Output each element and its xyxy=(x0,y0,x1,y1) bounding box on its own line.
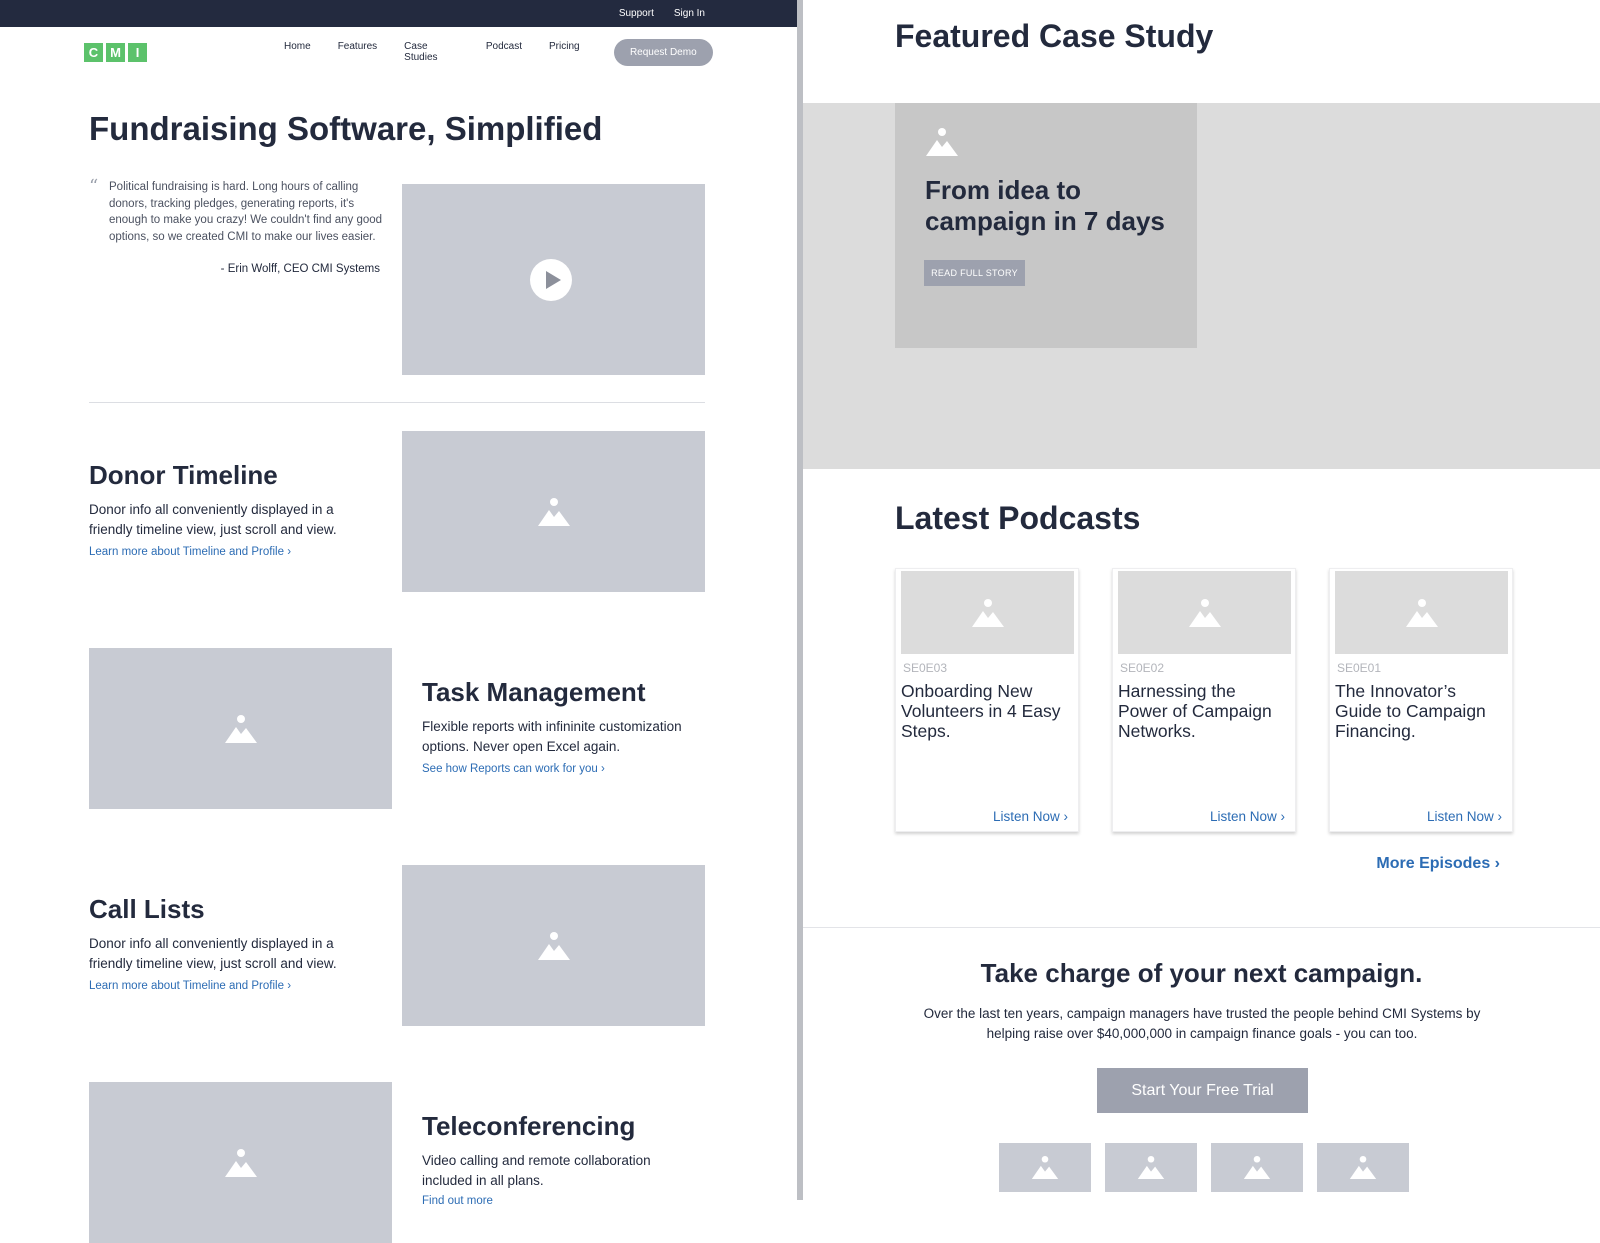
listen-now-label: Listen Now xyxy=(992,809,1060,824)
podcast-episode: SE0E01 xyxy=(1337,661,1382,675)
podcast-episode: SE0E03 xyxy=(903,661,948,675)
image-placeholder-icon xyxy=(537,931,571,961)
feature-image-donor-timeline xyxy=(402,431,705,592)
feature-title-task-management: Task Management xyxy=(422,677,646,707)
feature-desc-teleconferencing: Video calling and remote collaboration included in all plans. xyxy=(422,1153,651,1188)
feature-image-call-lists xyxy=(402,865,705,1026)
quote-icon: “ xyxy=(89,176,99,197)
podcast-title: The Innovator’s Guide to Campaign Financing. xyxy=(1335,681,1486,741)
client-logos xyxy=(999,1143,1409,1192)
start-free-trial-button[interactable]: Start Your Free Trial xyxy=(1097,1068,1308,1113)
listen-now-link[interactable] xyxy=(1427,809,1502,824)
request-demo-button[interactable]: Request Demo xyxy=(614,39,713,66)
sign-in-link[interactable]: Sign In xyxy=(673,8,705,19)
listen-now-link[interactable] xyxy=(993,809,1068,824)
image-placeholder-icon xyxy=(971,598,1005,628)
image-placeholder-icon xyxy=(224,1148,258,1178)
top-utility-bar xyxy=(0,0,797,27)
feature-desc-task-management: Flexible reports with infininite customization options. Never open Excel again. xyxy=(422,719,682,754)
image-placeholder-icon xyxy=(537,497,571,527)
podcast-card[interactable] xyxy=(895,568,1079,832)
more-episodes-link[interactable] xyxy=(1376,855,1500,873)
case-study-heading: From idea to campaign in 7 days xyxy=(925,175,1165,236)
image-placeholder-icon xyxy=(1188,598,1222,628)
feature-title-teleconferencing: Teleconferencing xyxy=(422,1111,636,1141)
logo-letter-i: I xyxy=(128,43,147,62)
main-nav xyxy=(0,27,797,77)
podcast-thumbnail xyxy=(1118,571,1291,654)
chevron-right-icon: › xyxy=(287,546,292,558)
client-logo xyxy=(1317,1143,1409,1192)
logo-letter-c: C xyxy=(84,43,103,62)
client-logo xyxy=(1211,1143,1303,1192)
image-placeholder-icon xyxy=(1031,1155,1059,1180)
support-link[interactable]: Support xyxy=(618,8,654,19)
chevron-right-icon: › xyxy=(287,980,292,992)
podcast-episode: SE0E02 xyxy=(1120,661,1165,675)
feature-link-label: Learn more about Timeline and Profile xyxy=(89,546,284,558)
feature-desc-call-lists: Donor info all conveniently displayed in a friendly timeline view, just scroll and view. xyxy=(89,936,337,971)
more-episodes-label: More Episodes xyxy=(1376,855,1491,872)
case-study-band xyxy=(803,103,1600,469)
feature-image-teleconferencing xyxy=(89,1082,392,1243)
podcast-thumbnail xyxy=(1335,571,1508,654)
chevron-right-icon: › xyxy=(1063,809,1068,824)
chevron-right-icon: › xyxy=(1497,809,1502,824)
chevron-right-icon: › xyxy=(1280,809,1285,824)
nav-links xyxy=(284,41,580,63)
podcast-card[interactable] xyxy=(1112,568,1296,832)
client-logo xyxy=(1105,1143,1197,1192)
section-divider xyxy=(803,927,1600,928)
play-icon[interactable] xyxy=(530,259,572,301)
feature-link-call-lists[interactable] xyxy=(89,980,291,992)
homepage-panel xyxy=(0,0,797,1207)
case-study-section-title: Featured Case Study xyxy=(895,18,1214,54)
listen-now-label: Listen Now xyxy=(1209,809,1277,824)
client-logo xyxy=(999,1143,1091,1192)
nav-features[interactable]: Features xyxy=(337,41,378,52)
cta-description: Over the last ten years, campaign managers have trusted the people behind CMI Systems by helping raise over $40,000,000 in campaign finance goals - you can too. xyxy=(923,1006,1481,1041)
nav-podcast[interactable]: Podcast xyxy=(485,41,523,52)
chevron-right-icon: › xyxy=(1494,855,1500,872)
nav-home[interactable]: Home xyxy=(284,41,311,52)
feature-title-call-lists: Call Lists xyxy=(89,894,205,924)
listen-now-link[interactable] xyxy=(1210,809,1285,824)
feature-link-label: Learn more about Timeline and Profile xyxy=(89,980,284,992)
image-placeholder-icon xyxy=(1243,1155,1271,1180)
podcasts-section-title: Latest Podcasts xyxy=(895,500,1141,536)
feature-image-task-management xyxy=(89,648,392,809)
podcast-list xyxy=(895,568,1513,832)
podcast-title: Harnessing the Power of Campaign Networks. xyxy=(1118,681,1272,741)
testimonial-quote: Political fundraising is hard. Long hours of calling donors, tracking pledges, generating reports, it's enough to make you crazy! We couldn't find any good options, so we created CMI to make our lives easier. xyxy=(109,181,383,243)
logo-letter-m: M xyxy=(106,43,125,62)
testimonial-author: - Erin Wolff, CEO CMI Systems xyxy=(220,263,380,275)
nav-case-studies[interactable]: Case Studies xyxy=(404,41,438,63)
image-placeholder-icon xyxy=(925,127,959,157)
podcast-card[interactable] xyxy=(1329,568,1513,832)
feature-title-donor-timeline: Donor Timeline xyxy=(89,460,278,490)
feature-link-label: Find out more xyxy=(422,1195,493,1207)
section-divider xyxy=(89,402,705,403)
image-placeholder-icon xyxy=(1405,598,1439,628)
feature-link-label: See how Reports can work for you xyxy=(422,763,598,775)
image-placeholder-icon xyxy=(1137,1155,1165,1180)
image-placeholder-icon xyxy=(224,714,258,744)
podcast-thumbnail xyxy=(901,571,1074,654)
podcast-title: Onboarding New Volunteers in 4 Easy Steps. xyxy=(901,681,1061,741)
chevron-right-icon: › xyxy=(600,763,605,775)
feature-desc-donor-timeline: Donor info all conveniently displayed in a friendly timeline view, just scroll and view. xyxy=(89,502,337,537)
read-full-story-button[interactable]: READ FULL STORY xyxy=(924,260,1025,286)
hero-title: Fundraising Software, Simplified xyxy=(89,110,603,147)
listen-now-label: Listen Now xyxy=(1426,809,1494,824)
feature-link-donor-timeline[interactable] xyxy=(89,546,291,558)
case-study-card[interactable] xyxy=(895,103,1197,348)
feature-link-task-management[interactable] xyxy=(422,763,605,775)
intro-video[interactable] xyxy=(402,184,705,375)
cmi-logo[interactable] xyxy=(84,43,147,62)
feature-link-teleconferencing[interactable] xyxy=(422,1195,493,1207)
homepage-panel-continued xyxy=(803,0,1600,1200)
image-placeholder-icon xyxy=(1349,1155,1377,1180)
nav-pricing[interactable]: Pricing xyxy=(549,41,580,52)
cta-title: Take charge of your next campaign. xyxy=(980,958,1423,988)
